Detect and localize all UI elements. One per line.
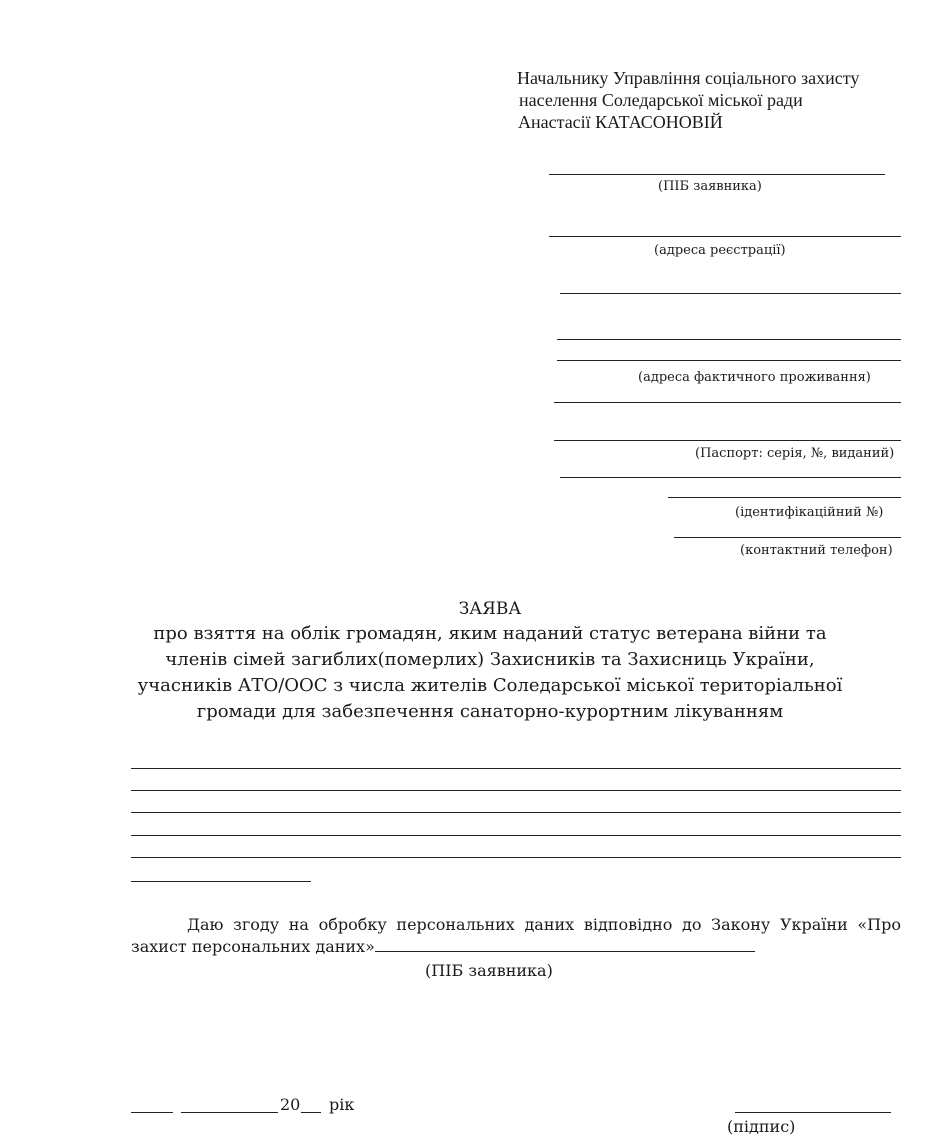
consent-paragraph xyxy=(131,914,901,958)
body-line-3[interactable] xyxy=(131,812,901,813)
body-line-1[interactable] xyxy=(131,768,901,769)
passport-caption: (Паспорт: серія, №, виданий) xyxy=(695,446,895,461)
body-line-6[interactable] xyxy=(131,881,311,882)
actual-address-line-1[interactable] xyxy=(557,339,901,340)
addressee-line-1: Начальнику Управління соціального захисту xyxy=(517,68,860,88)
registration-address-line-2[interactable] xyxy=(560,293,901,294)
applicant-name-caption: (ПІБ заявника) xyxy=(658,179,762,194)
addressee-line-3: Анастасії КАТАСОНОВІЙ xyxy=(518,112,723,132)
phone-caption: (контактний телефон) xyxy=(740,543,893,558)
signature-line[interactable] xyxy=(735,1112,891,1113)
statement-title xyxy=(100,597,880,725)
passport-line-1[interactable] xyxy=(554,402,901,403)
addressee-line-2: населення Соледарської міської ради xyxy=(519,90,803,110)
tax-id-line[interactable] xyxy=(668,497,901,498)
registration-address-caption: (адреса реєстрації) xyxy=(654,243,786,258)
consent-text: Даю згоду на обробку персональних даних відповідно до Закону України «Про захист персональних даних» xyxy=(131,915,901,956)
statement-subject-line-3: учасників АТО/ООС з числа жителів Соледарської міської територіальної xyxy=(137,675,843,696)
date-year-label: рік xyxy=(329,1095,355,1114)
consent-name-line[interactable] xyxy=(375,937,755,952)
actual-address-line-2[interactable] xyxy=(557,360,901,361)
actual-address-caption: (адреса фактичного проживання) xyxy=(638,370,871,385)
statement-subject-line-1: про взяття на облік громадян, яким наданий статус ветерана війни та xyxy=(153,623,827,644)
applicant-name-line[interactable] xyxy=(549,174,885,175)
body-line-5[interactable] xyxy=(131,857,901,858)
date-month-line[interactable] xyxy=(181,1112,278,1113)
date-year-prefix: 20 xyxy=(280,1095,301,1114)
consent-name-caption: (ПІБ заявника) xyxy=(425,961,553,980)
date-day-line[interactable] xyxy=(131,1112,173,1113)
passport-line-2[interactable] xyxy=(554,440,901,441)
phone-line[interactable] xyxy=(674,537,901,538)
statement-subject-line-4: громади для забезпечення санаторно-курортним лікуванням xyxy=(196,701,784,722)
statement-heading: ЗАЯВА xyxy=(458,599,522,619)
date-year-line[interactable] xyxy=(301,1112,321,1113)
statement-subject-line-2: членів сімей загиблих(померлих) Захисників та Захисниць України, xyxy=(165,649,815,670)
registration-address-line[interactable] xyxy=(549,236,901,237)
tax-id-caption: (ідентифікаційний №) xyxy=(735,505,884,520)
signature-caption: (підпис) xyxy=(727,1117,796,1136)
body-line-2[interactable] xyxy=(131,790,901,791)
body-line-4[interactable] xyxy=(131,835,901,836)
passport-line-3[interactable] xyxy=(560,477,901,478)
